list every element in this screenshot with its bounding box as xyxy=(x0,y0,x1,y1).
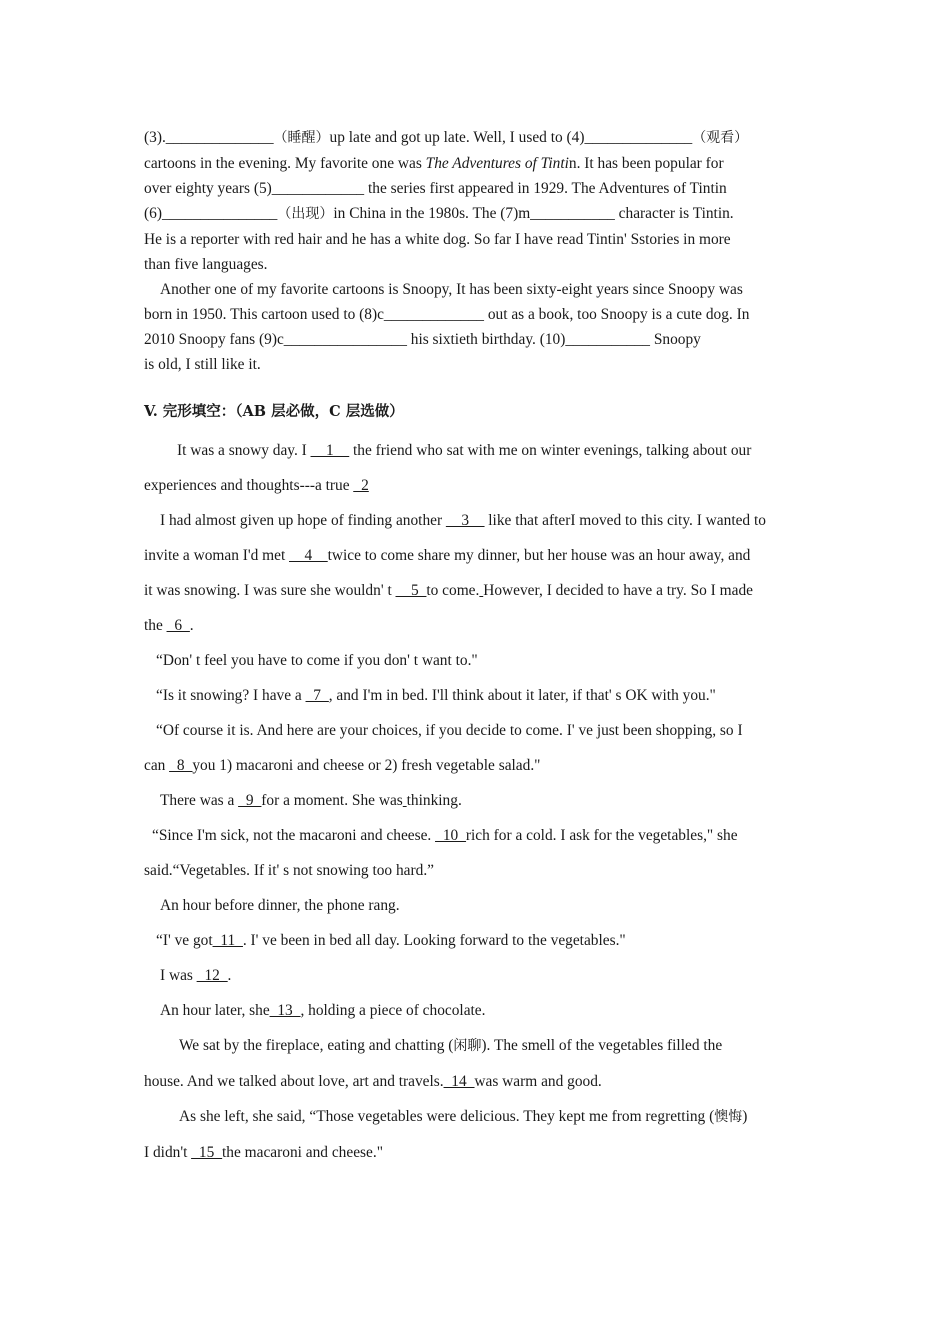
cloze-line: As she left, she said, “Those vegetables were delicious. They kept me from regretting (懊悔) xyxy=(179,1108,748,1125)
blank-5: __5_ xyxy=(395,582,427,599)
section-heading: V. 完形填空：（AB 层必做，C 层选做） xyxy=(144,403,404,420)
cloze-line: I had almost given up hope of finding another __3__ like that afterI moved to this city. I wanted to xyxy=(160,512,766,529)
cloze-line: “I' ve got_11_. I' ve been in bed all day. Looking forward to the vegetables." xyxy=(156,932,626,949)
passage-line: born in 1950. This cartoon used to (8)c_____________ out as a book, too Snoopy is a cute dog. In xyxy=(144,306,750,323)
blank-6: _6_ xyxy=(166,617,190,634)
passage-1 xyxy=(144,125,809,377)
cloze-line: can _8_you 1) macaroni and cheese or 2) fresh vegetable salad." xyxy=(144,757,541,774)
blank-7: _7_ xyxy=(305,687,329,704)
blank-10: _10_ xyxy=(435,827,466,844)
passage-line: Another one of my favorite cartoons is Snoopy, It has been sixty-eight years since Snoopy was xyxy=(160,281,743,298)
blank-14: _14_ xyxy=(443,1073,475,1090)
passage-line: He is a reporter with red hair and he has a white dog. So far I have read Tintin' Sstories in more xyxy=(144,231,731,248)
blank-3: __3__ xyxy=(445,512,485,529)
cloze-line: “Don' t feel you have to come if you don' t want to." xyxy=(156,652,478,669)
blank-15: _15_ xyxy=(191,1144,223,1161)
blank-12: _12_ xyxy=(196,967,228,984)
cloze-line: We sat by the fireplace, eating and chatting (闲聊). The smell of the vegetables filled the xyxy=(179,1037,723,1054)
cloze-line: It was a snowy day. I __1__ the friend who sat with me on winter evenings, talking about our xyxy=(177,442,752,459)
passage-line: (3).______________（睡醒）up late and got up late. Well, I used to (4)______________（观看） xyxy=(144,129,749,146)
cloze-line: said.“Vegetables. If it' s not snowing too hard.” xyxy=(144,862,435,879)
blank-4: __4__ xyxy=(289,547,328,564)
blank-2: _2 xyxy=(353,477,369,494)
passage-line: is old, I still like it. xyxy=(144,356,261,373)
cloze-line: house. And we talked about love, art and travels._14_was warm and good. xyxy=(144,1073,602,1090)
passage-line: 2010 Snoopy fans (9)c________________ his sixtieth birthday. (10)___________ Snoopy xyxy=(144,331,701,348)
cloze-line: I didn't _15_the macaroni and cheese." xyxy=(144,1144,383,1161)
blank-1: __1__ xyxy=(310,442,350,459)
passage-line: (6)_______________（出现）in China in the 1980s. The (7)m___________ character is Tintin. xyxy=(144,205,734,222)
cloze-line: invite a woman I'd met __4__twice to come share my dinner, but her house was an hour away, and xyxy=(144,547,751,564)
passage-line: over eighty years (5)____________ the series first appeared in 1929. The Adventures of Tintin xyxy=(144,180,727,197)
cloze-line: There was a _9_for a moment. She was thinking. xyxy=(160,792,462,809)
passage-line: cartoons in the evening. My favorite one was The Adventures of Tintin. It has been popular for xyxy=(144,155,724,172)
cloze-line: I was _12_. xyxy=(160,967,232,984)
cloze-line: An hour later, she_13_, holding a piece of chocolate. xyxy=(160,1002,486,1019)
document-page xyxy=(144,125,809,1170)
cloze-line: An hour before dinner, the phone rang. xyxy=(160,897,400,914)
cloze-line: it was snowing. I was sure she wouldn' t __5_to come. However, I decided to have a try. So I made xyxy=(144,582,753,599)
cloze-line: experiences and thoughts---a true _2 xyxy=(144,477,369,494)
blank-13: _13_ xyxy=(269,1002,301,1019)
blank-8: _8_ xyxy=(169,757,193,774)
cloze-line: “Since I'm sick, not the macaroni and cheese. _10_rich for a cold. I ask for the vegetables," she xyxy=(152,827,738,844)
cloze-line: the _6_. xyxy=(144,617,194,634)
passage-line: than five languages. xyxy=(144,256,268,273)
cloze-line: “Of course it is. And here are your choices, if you decide to come. I' ve just been shopping, so I xyxy=(156,722,743,739)
cloze-line: “Is it snowing? I have a _7_, and I'm in bed. I'll think about it later, if that' s OK with you." xyxy=(156,687,716,704)
blank-9: _9_ xyxy=(238,792,262,809)
cloze-passage xyxy=(144,433,809,1170)
blank-11: _11_ xyxy=(212,932,243,949)
